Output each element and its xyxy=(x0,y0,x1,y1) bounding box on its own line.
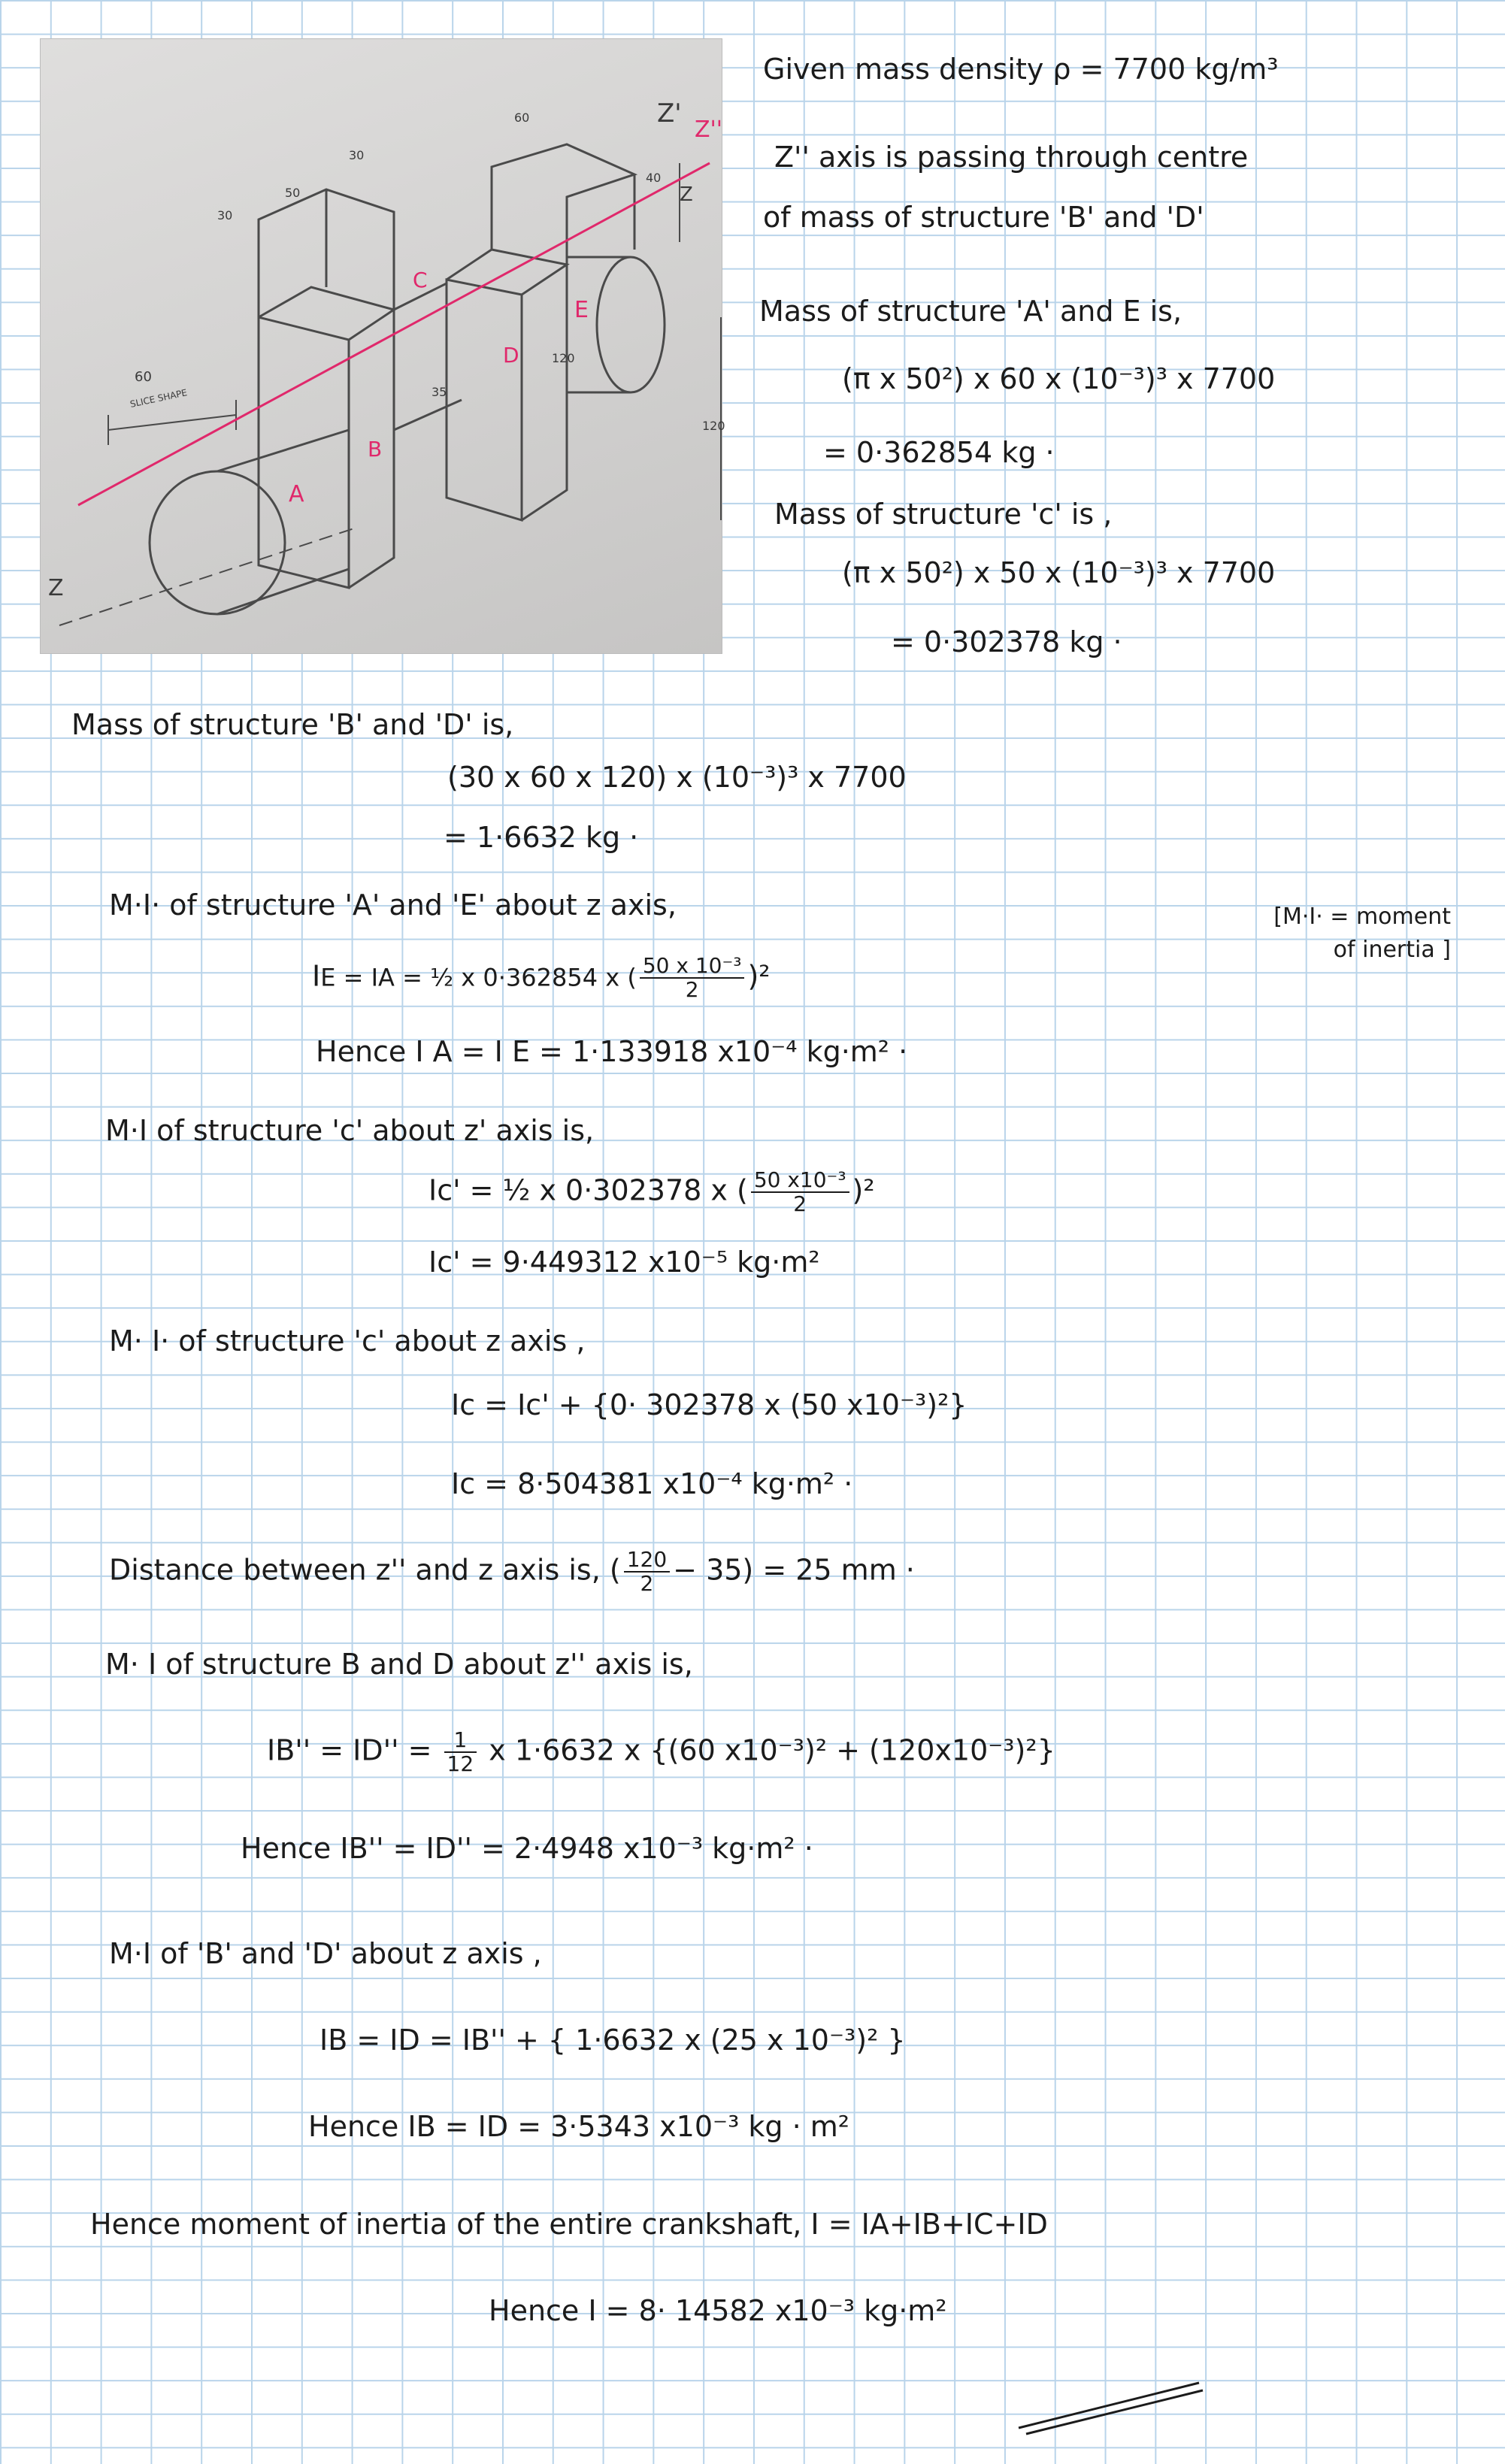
c-prime-frac-den: 2 xyxy=(793,1191,807,1216)
line-given-density: Given mass density ρ = 7700 kg/m³ xyxy=(763,53,1279,86)
dim-120-mid: 120 xyxy=(552,351,575,365)
crankshaft-sketch xyxy=(41,39,725,653)
line-mi-c-prime-heading: M·I of structure 'c' about z' axis is, xyxy=(105,1114,595,1147)
line-mass-c: Mass of structure 'c' is , xyxy=(774,498,1113,531)
line-mi-bd-z-result: Hence IB = ID = 3·5343 x10⁻³ kg · m² xyxy=(308,2110,849,2143)
dim-60-left: 60 xyxy=(135,369,152,385)
note-line-2: of inertia ] xyxy=(1333,937,1451,963)
dim-line-60 xyxy=(108,400,236,445)
centre-line xyxy=(59,528,356,625)
line-mi-c-result: Ic = 8·504381 x10⁻⁴ kg·m² · xyxy=(451,1467,853,1500)
dim-120-right: 120 xyxy=(702,419,725,433)
bd-frac-num: 1 xyxy=(444,1729,477,1753)
line-mi-c-prime-formula xyxy=(428,1169,875,1215)
line-total-result: Hence I = 8· 14582 x10⁻³ kg·m² xyxy=(489,2294,947,2327)
bd-formula-start: IB'' = ID'' = xyxy=(267,1733,441,1767)
line-mi-c-heading: M· I· of structure 'c' about z axis , xyxy=(109,1324,586,1358)
line-mass-c-expr: (π x 50²) x 50 x (10⁻³)³ x 7700 xyxy=(842,556,1276,589)
dim-50: 50 xyxy=(285,186,301,200)
c-prime-frac-num: 50 x10⁻³ xyxy=(751,1169,849,1193)
line-mi-bd-heading: M· I of structure B and D about z'' axis is, xyxy=(105,1648,693,1681)
crankshaft-sketch-photo xyxy=(41,39,725,653)
cylinder-a-end xyxy=(150,471,285,614)
label-z-left: Z xyxy=(48,575,64,601)
label-z-right: Z xyxy=(680,183,693,206)
line-mass-bd-result: = 1·6632 kg · xyxy=(444,821,639,854)
bd-frac-den: 12 xyxy=(447,1751,474,1776)
block-d xyxy=(447,250,567,520)
line-axis-desc-1: Z'' axis is passing through centre xyxy=(774,141,1249,174)
label-z-double: Z'' xyxy=(695,117,723,143)
distance-frac-num: 120 xyxy=(624,1548,670,1573)
line-total-heading: Hence moment of inertia of the entire crankshaft, I = IA+IB+IC+ID xyxy=(90,2208,1048,2241)
label-small: SLICE SHAPE xyxy=(129,387,189,410)
cylinder-c xyxy=(394,283,462,430)
distance-end: − 35) = 25 mm · xyxy=(673,1553,915,1587)
formula-sub-a: A = ½ x 0·362854 x ( xyxy=(378,963,637,992)
line-mi-bd-z-heading: M·I of 'B' and 'D' about z axis , xyxy=(109,1937,542,1970)
line-distance xyxy=(109,1548,915,1595)
line-axis-desc-2: of mass of structure 'B' and 'D' xyxy=(763,201,1204,234)
line-mi-bd-z-formula: IB = ID = IB'' + { 1·6632 x (25 x 10⁻³)² } xyxy=(319,2024,906,2057)
line-mi-c-formula: Ic = Ic' + {0· 302378 x (50 x10⁻³)²} xyxy=(451,1388,968,1421)
formula-i: I xyxy=(312,959,321,993)
block-b-top xyxy=(259,189,394,317)
line-mi-bd-result: Hence IB'' = ID'' = 2·4948 x10⁻³ kg·m² · xyxy=(241,1832,813,1865)
formula-frac xyxy=(640,955,745,1001)
label-b: B xyxy=(368,437,383,462)
mi-definition-note xyxy=(1203,901,1451,967)
line-mass-ae: Mass of structure 'A' and E is, xyxy=(759,295,1182,328)
label-a: A xyxy=(289,481,304,507)
cylinder-e-body xyxy=(567,257,631,392)
formula-sub-e: E = I xyxy=(320,963,379,992)
line-mass-bd: Mass of structure 'B' and 'D' is, xyxy=(71,708,514,741)
distance-frac-den: 2 xyxy=(640,1571,654,1596)
line-mass-ae-expr: (π x 50²) x 60 x (10⁻³)³ x 7700 xyxy=(842,362,1276,395)
line-mass-c-result: = 0·302378 kg · xyxy=(891,625,1122,658)
dim-30-a: 30 xyxy=(217,208,233,222)
label-z-prime: Z' xyxy=(657,98,682,129)
label-c: C xyxy=(413,268,428,292)
c-prime-frac xyxy=(751,1169,849,1215)
line-mass-bd-expr: (30 x 60 x 120) x (10⁻³)³ x 7700 xyxy=(447,761,907,794)
line-mi-ae-heading: M·I· of structure 'A' and 'E' about z axis, xyxy=(109,888,677,922)
line-mi-ae-formula xyxy=(312,955,771,1001)
frac-den: 2 xyxy=(685,977,699,1002)
line-mi-c-prime-result: Ic' = 9·449312 x10⁻⁵ kg·m² xyxy=(428,1246,820,1279)
bd-frac xyxy=(444,1729,477,1775)
formula-close: )² xyxy=(747,959,771,993)
frac-num: 50 x 10⁻³ xyxy=(640,955,745,979)
line-mi-ae-result: Hence I A = I E = 1·133918 x10⁻⁴ kg·m² · xyxy=(316,1035,908,1068)
dim-40: 40 xyxy=(646,171,662,185)
distance-frac xyxy=(624,1548,670,1595)
line-mass-ae-result: = 0·362854 kg · xyxy=(823,436,1055,469)
block-d-top xyxy=(492,144,634,265)
dim-lines-right xyxy=(680,163,721,520)
dim-30-b: 30 xyxy=(349,148,365,162)
dim-60-top: 60 xyxy=(514,110,530,125)
note-line-1: [M·I· = moment xyxy=(1273,904,1451,930)
c-prime-formula-start: Ic' = ½ x 0·302378 x ( xyxy=(428,1173,748,1207)
distance-start: Distance between z'' and z axis is, ( xyxy=(109,1553,621,1587)
bd-formula-end: x 1·6632 x {(60 x10⁻³)² + (120x10⁻³)²} xyxy=(480,1733,1055,1767)
cylinder-e-end xyxy=(597,257,665,392)
dim-35: 35 xyxy=(432,385,447,399)
label-d: D xyxy=(503,343,519,368)
double-underline xyxy=(1011,2375,1207,2435)
c-prime-formula-end: )² xyxy=(852,1173,875,1207)
label-e: E xyxy=(574,297,589,323)
line-mi-bd-formula xyxy=(267,1729,1055,1775)
